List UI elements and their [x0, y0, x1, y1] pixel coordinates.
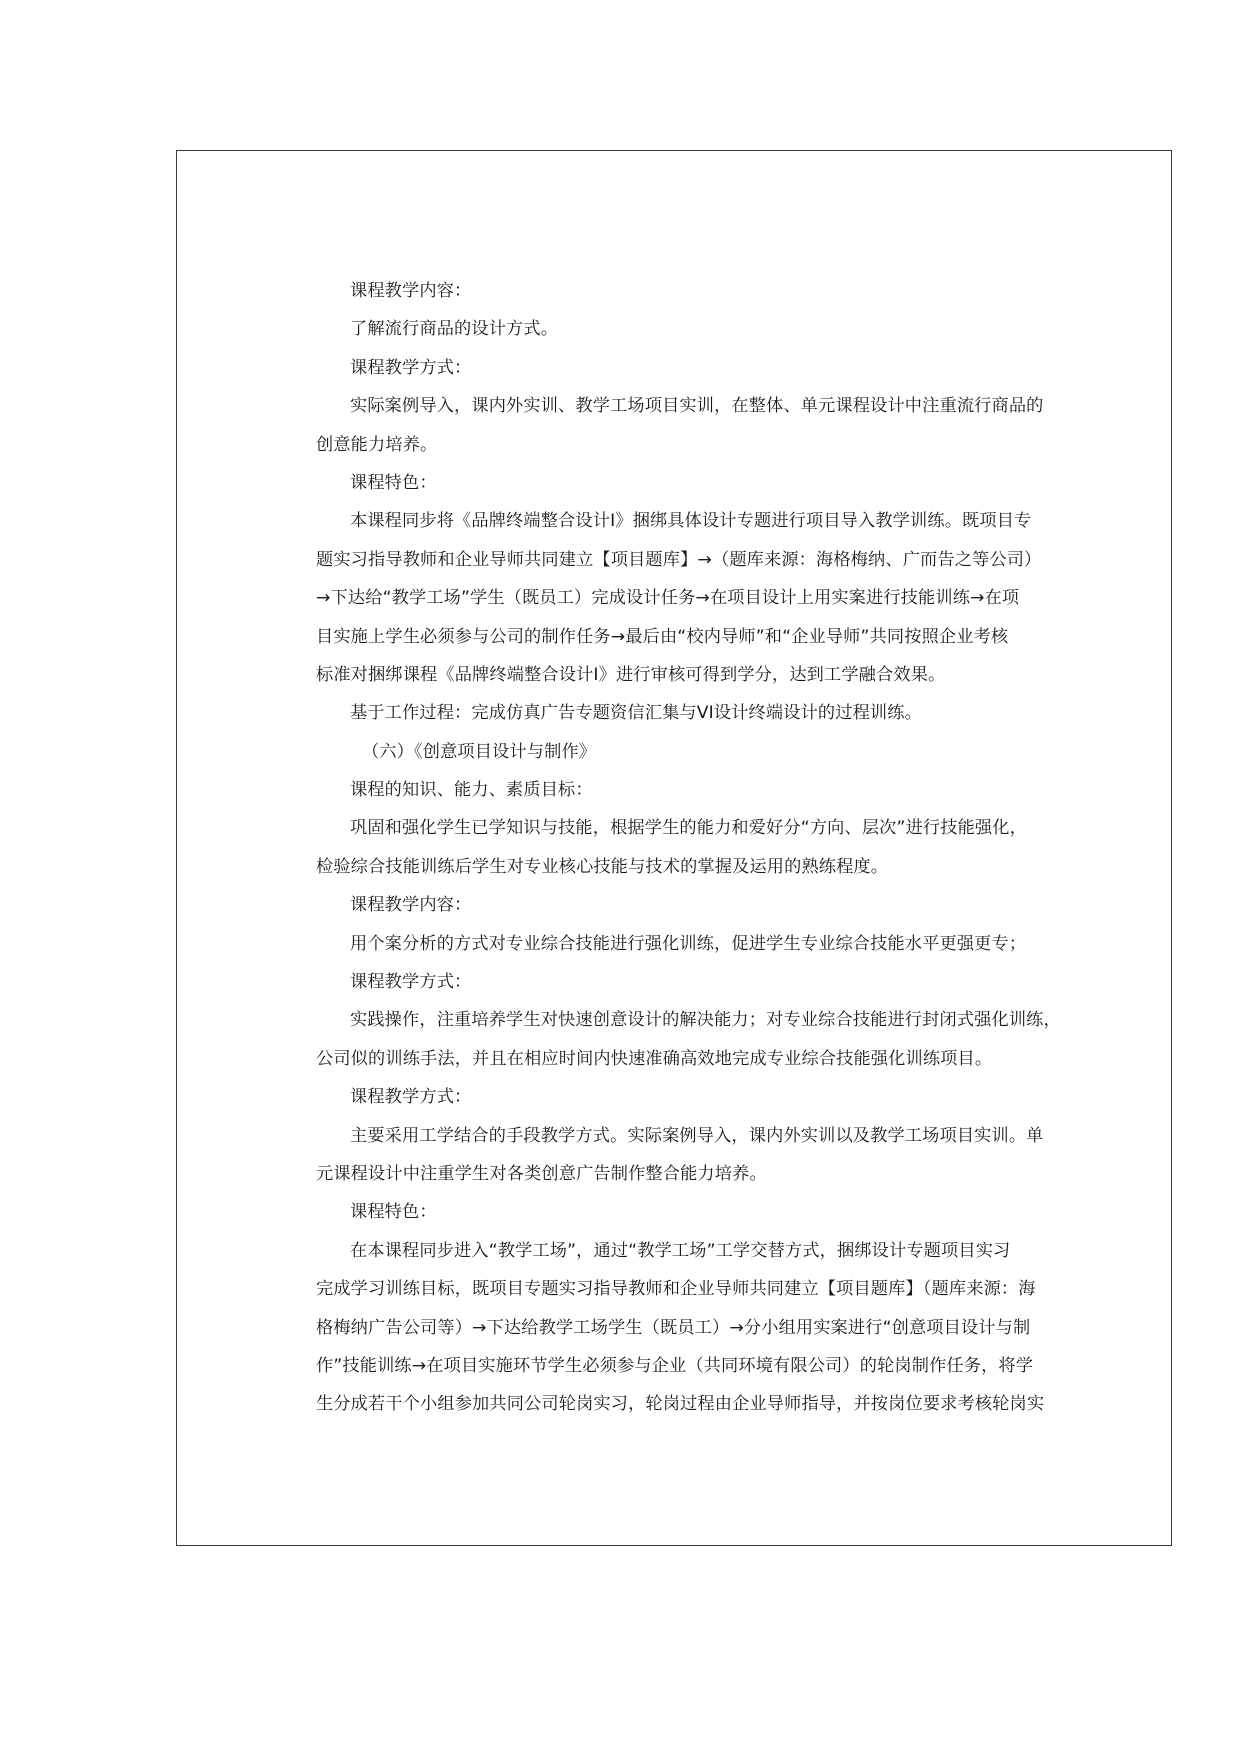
- paragraph-line: 公司似的训练手法，并且在相应时间内快速准确高效地完成专业综合技能强化训练项目。: [316, 1048, 993, 1069]
- paragraph-line: 目实施上学生必须参与公司的制作任务→最后由“校内导师”和“企业导师”共同按照企业考核: [316, 626, 1009, 647]
- paragraph-line: →下达给“教学工场”学生（既员工）完成设计任务→在项目设计上用实案进行技能训练→在项: [316, 588, 1020, 609]
- paragraph-first-line: 用个案分析的方式对专业综合技能进行强化训练，促进学生专业综合技能水平更强更专；: [350, 933, 1027, 954]
- paragraph-line: 生分成若干个小组参加共同公司轮岗实习，轮岗过程由企业导师指导，并按岗位要求考核轮岗实: [316, 1394, 1045, 1415]
- section-heading: 课程教学内容：: [350, 895, 472, 916]
- paragraph-line: 元课程设计中注重学生对各类创意广告制作整合能力培养。: [316, 1163, 767, 1184]
- paragraph-first-line: 实际案例导入，课内外实训、教学工场项目实训，在整体、单元课程设计中注重流行商品的: [350, 396, 1044, 417]
- section-heading: 课程教学方式：: [350, 1087, 472, 1108]
- paragraph-first-line: 实践操作，注重培养学生对快速创意设计的解决能力；对专业综合技能进行封闭式强化训练，: [350, 1010, 1061, 1031]
- section-heading: 课程教学方式：: [350, 972, 472, 993]
- section-heading: 课程特色：: [350, 1202, 437, 1223]
- section-heading: 课程教学方式：: [350, 357, 472, 378]
- paragraph-first-line: 本课程同步将《品牌终端整合设计Ⅰ》捆绑具体设计专题进行项目导入教学训练。既项目专: [350, 511, 1032, 532]
- paragraph-first-line: 巩固和强化学生已学知识与技能，根据学生的能力和爱好分“方向、层次”进行技能强化，: [350, 818, 1027, 839]
- paragraph-line: 标准对捆绑课程《品牌终端整合设计Ⅰ》进行审核可得到学分，达到工学融合效果。: [316, 664, 946, 685]
- section-heading: 课程的知识、能力、素质目标：: [350, 780, 593, 801]
- paragraph-line: 格梅纳广告公司等）→下达给教学工场学生（既员工）→分小组用实案进行“创意项目设计与制: [316, 1317, 1031, 1338]
- paragraph-line: 创意能力培养。: [316, 434, 438, 455]
- course-title: （六）《创意项目设计与制作》: [362, 741, 597, 762]
- section-heading: 课程特色：: [350, 472, 437, 493]
- paragraph-first-line: 基于工作过程：完成仿真广告专题资信汇集与VI设计终端设计的过程训练。: [350, 703, 922, 724]
- paragraph-first-line: 主要采用工学结合的手段教学方式。实际案例导入，课内外实训以及教学工场项目实训。单: [350, 1125, 1044, 1146]
- document-body: [316, 272, 1061, 1424]
- paragraph-first-line: 了解流行商品的设计方式。: [350, 319, 559, 340]
- paragraph-line: 检验综合技能训练后学生对专业核心技能与技术的掌握及运用的熟练程度。: [316, 856, 889, 877]
- section-heading: 课程教学内容：: [350, 281, 472, 301]
- paragraph-line: 完成学习训练目标，既项目专题实习指导教师和企业导师共同建立【项目题库】（题库来源：海: [316, 1279, 1036, 1300]
- paragraph-line: 题实习指导教师和企业导师共同建立【项目题库】→（题库来源：海格梅纳、广而告之等公司）: [316, 549, 1042, 570]
- paragraph-first-line: 在本课程同步进入“教学工场”，通过“教学工场”工学交替方式，捆绑设计专题项目实习: [350, 1240, 1011, 1261]
- paragraph-line: 作”技能训练→在项目实施环节学生必须参与企业（共同环境有限公司）的轮岗制作任务，将学: [316, 1355, 1034, 1376]
